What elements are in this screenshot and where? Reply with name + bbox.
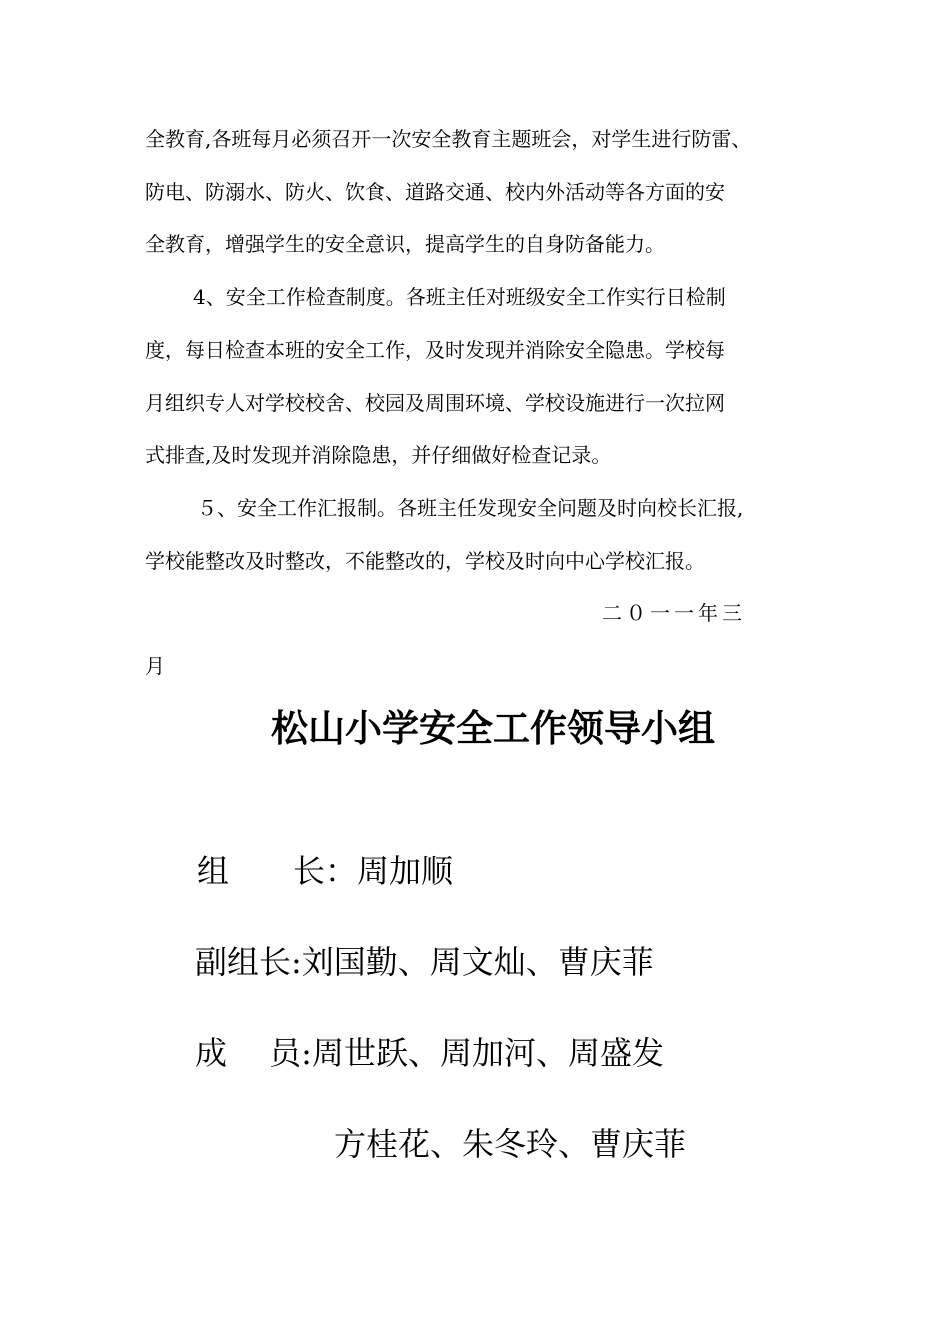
paragraph-line: 全教育，增强学生的安全意识，提高学生的自身防备能力。 (145, 232, 665, 256)
paragraph-line: 学校能整改及时整改，不能整改的，学校及时向中心学校汇报。 (145, 549, 705, 573)
group-leader: 组 长：周加顺 (197, 852, 454, 890)
group-title: 松山小学安全工作领导小组 (271, 707, 715, 750)
paragraph-line: 度，每日检查本班的安全工作，及时发现并消除安全隐患。学校每 (145, 338, 725, 362)
paragraph-line: 全教育,各班每月必须召开一次安全教育主题班会，对学生进行防雷、 (145, 127, 752, 151)
paragraph-line: 防电、防溺水、防火、饮食、道路交通、校内外活动等各方面的安 (145, 180, 725, 204)
date-line: 二０一一年三 (602, 601, 746, 625)
group-deputy-leaders: 副组长:刘国勤、周文灿、曹庆菲 (195, 943, 654, 981)
group-members-continued: 方桂花、朱冬玲、曹庆菲 (334, 1125, 687, 1163)
date-line-continued: 月 (145, 654, 165, 678)
paragraph-line: ５、安全工作汇报制。各班主任发现安全问题及时向校长汇报, (197, 496, 744, 520)
paragraph-line: 4、安全工作检查制度。各班主任对班级安全工作实行日检制 (193, 285, 726, 309)
group-members: 成 员:周世跃、周加河、周盛发 (195, 1034, 664, 1072)
paragraph-line: 式排查,及时发现并消除隐患，并仔细做好检查记录。 (145, 443, 612, 467)
paragraph-line: 月组织专人对学校校舍、校园及周围环境、学校设施进行一次拉网 (145, 391, 725, 415)
